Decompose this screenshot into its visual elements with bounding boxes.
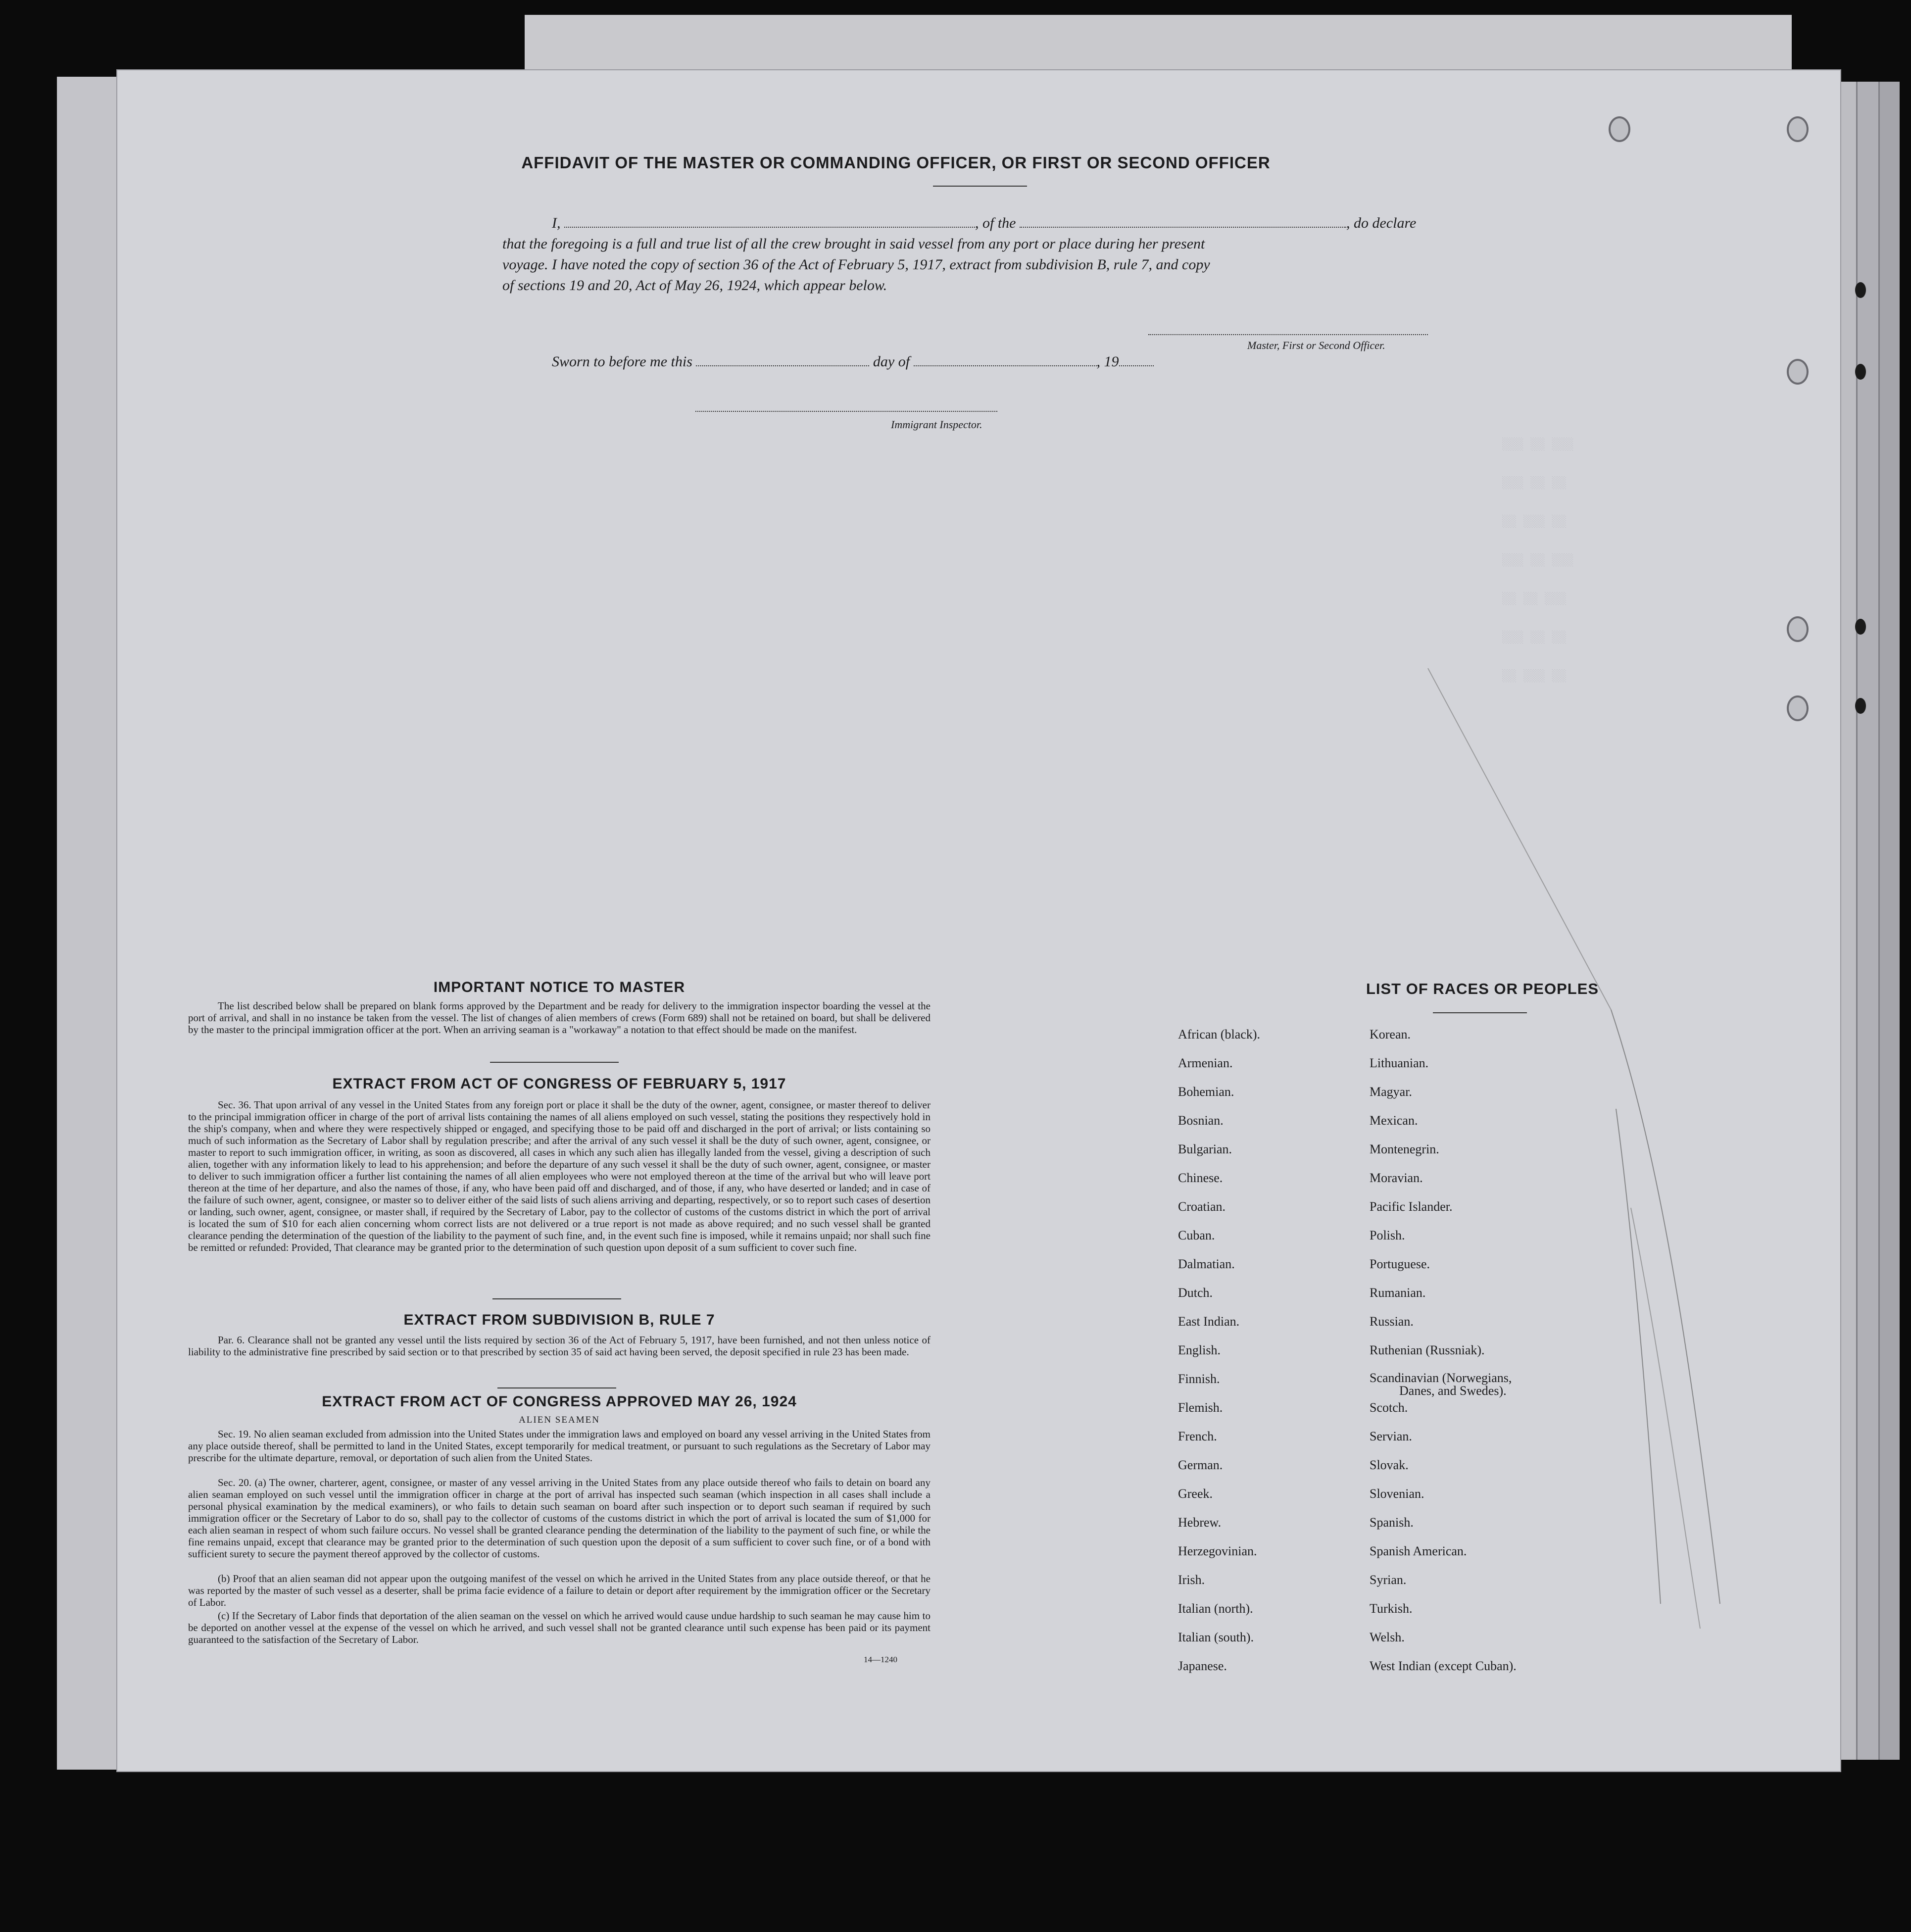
inspector-label: Immigrant Inspector. [891, 418, 982, 431]
extract-1924-sec20c: (c) If the Secretary of Labor finds that deportation of the alien seaman on the vessel on which he arrived would cause undue hardship to such seaman he may cause him to be deported on another vessel at the expense of the vessel on which he arrived, and such vessel shall not be granted clearance until such expense has been paid or its payment guaranteed to the satisfaction of the Secretary of Labor. [188, 1610, 931, 1645]
race-item-scandinavian-cont: Danes, and Swedes). [1399, 1384, 1507, 1398]
extract-rule7-body: Par. 6. Clearance shall not be granted any vessel until the lists required by section 36 of the Act of February 5, 1917, have been furnished, and not then unless notice of liability to the administrative fine prescribed by said section or to that prescribed by section 35 of said act having been served, the deposit specified in rule 23 has been made. [188, 1334, 931, 1358]
race-item: Turkish. [1370, 1601, 1413, 1616]
race-item: African (black). [1178, 1027, 1261, 1041]
punch-hole-4 [1787, 616, 1809, 642]
race-item: Chinese. [1178, 1171, 1223, 1185]
master-signature-label: Master, First or Second Officer. [1247, 339, 1385, 351]
race-item: Spanish American. [1370, 1544, 1467, 1558]
back-sheet-left [57, 77, 126, 1770]
race-item: Lithuanian. [1370, 1056, 1429, 1070]
notice-title: IMPORTANT NOTICE TO MASTER [433, 979, 686, 995]
race-item: Slovak. [1370, 1458, 1409, 1472]
race-item: Magyar. [1370, 1085, 1412, 1099]
race-item: Italian (south). [1178, 1630, 1254, 1644]
race-item: Mexican. [1370, 1113, 1418, 1128]
race-item: English. [1178, 1343, 1221, 1357]
race-item: Japanese. [1178, 1659, 1227, 1673]
affidavit-line2: that the foregoing is a full and true list of all the crew brought in said vessel from any port or place during her present [502, 236, 1205, 252]
extract-1917-rule [492, 1298, 621, 1299]
race-item: Spanish. [1370, 1515, 1414, 1530]
extract-1924-sec20a: Sec. 20. (a) The owner, charterer, agent, consignee, or master of any vessel arriving in the United States from any place outside thereof who fails to detain on board any alien seaman employed on such vessel until the immigration officer in charge at the port of arrival has inspected such seaman (which inspection in all cases shall include a personal physical examination by the medical examiners), or who fails to detain such seaman on board after such inspection or to deport such seaman if required by such immigration officer or the Secretary of Labor to do so, shall pay to the collector of customs of the customs district in which the port of arrival is located the sum of $1,000 for each alien seaman in respect of whom such failure occurs. No vessel shall be granted clearance pending the determination of the liability to the payment of such fine, or while the fine remains unpaid, except that clearance may be granted prior to the determination of such question upon the deposit of a sum sufficient to cover such fine, or of a bond with sufficient surety to secure the payment thereof approved by the collector of customs. [188, 1477, 931, 1560]
race-item: Dalmatian. [1178, 1257, 1235, 1271]
race-item: Syrian. [1370, 1573, 1407, 1587]
races-title: LIST OF RACES OR PEOPLES [1366, 980, 1599, 997]
affidavit-line4: of sections 19 and 20, Act of May 26, 1924, which appear below. [502, 277, 887, 294]
notice-rule [490, 1062, 619, 1063]
notice-body: The list described below shall be prepared on blank forms approved by the Department and be ready for delivery to the immigration inspector boarding the vessel at the port of arrival, and shall in no instance be taken from the vessel. The list of changes of alien members of crews (Form 689) shall not be retained on board, but shall be delivered by the master to the principal immigration officer at the port. When an arriving seaman is a "workaway" a notation to that effect should be made on the manifest. [188, 1000, 931, 1036]
pencil-scribble [1403, 663, 1750, 1653]
affidavit-title: AFFIDAVIT OF THE MASTER OR COMMANDING OFFICER, OR FIRST OR SECOND OFFICER [521, 153, 1271, 172]
extract-1924-title: EXTRACT FROM ACT OF CONGRESS APPROVED MAY 26, 1924 [322, 1393, 797, 1410]
punch-hole-3 [1787, 359, 1809, 385]
sworn-day-blank[interactable] [696, 353, 869, 366]
race-item: Finnish. [1178, 1372, 1220, 1386]
binding-dot-1 [1855, 282, 1866, 298]
punch-hole-5 [1787, 695, 1809, 721]
race-item: Italian (north). [1178, 1601, 1253, 1616]
race-item: Pacific Islander. [1370, 1199, 1453, 1214]
race-item: Scotch. [1370, 1400, 1408, 1415]
race-item: German. [1178, 1458, 1223, 1472]
vessel-name-blank[interactable] [1020, 215, 1346, 228]
race-item: Bosnian. [1178, 1113, 1224, 1128]
race-item: Servian. [1370, 1429, 1412, 1443]
extract-1924-sec20b: (b) Proof that an alien seaman did not appear upon the outgoing manifest of the vessel on which he arrived in the United States from any place outside thereof, or that he was reported by the master of such vessel as a deserter, shall be prima facie evidence of a failure to detain or deport after requirement by the immigration officer or the Secretary of Labor. [188, 1573, 931, 1608]
master-signature-line[interactable] [1148, 334, 1428, 335]
bleed-through-marks: ░░░ ░░ ░░░ ░░░ ░░ ░░ ░░ ░░░ ░░ ░░░ ░░ ░░░ ░░ ░░ ░░░ ░░░ ░░ ░░ ░░ ░░░ ░░ [1502, 438, 1574, 683]
race-item: Bohemian. [1178, 1085, 1234, 1099]
inspector-signature-line[interactable] [695, 411, 997, 412]
extract-rule7-title: EXTRACT FROM SUBDIVISION B, RULE 7 [403, 1312, 715, 1328]
affidavit-declare: , do declare [1346, 215, 1417, 231]
race-item: Flemish. [1178, 1400, 1223, 1415]
race-item: Korean. [1370, 1027, 1411, 1041]
affidavit-i: I, [552, 215, 561, 231]
form-number: 14—1240 [864, 1655, 897, 1664]
sheet-edge-3 [1878, 82, 1900, 1760]
race-item: Bulgarian. [1178, 1142, 1232, 1156]
race-item: Armenian. [1178, 1056, 1233, 1070]
race-item: Slovenian. [1370, 1486, 1424, 1501]
sworn-day-of: day of [873, 353, 910, 370]
affidavit-title-rule [933, 186, 1027, 187]
affidavit-line3: voyage. I have noted the copy of section 36 of the Act of February 5, 1917, extract from subdivision B, rule 7, and copy [502, 256, 1210, 273]
sheet-edge-2 [1856, 82, 1880, 1760]
race-item: Polish. [1370, 1228, 1405, 1242]
race-item: West Indian (except Cuban). [1370, 1659, 1517, 1673]
sworn-line [552, 351, 1154, 372]
races-left-column [1178, 1027, 1260, 1687]
race-item: Moravian. [1370, 1171, 1423, 1185]
sworn-month-blank[interactable] [914, 353, 1097, 366]
extract-1924-sec19: Sec. 19. No alien seaman excluded from admission into the United States under the immigration laws and employed on board any vessel arriving in the United States from any place outside thereof, shall be permitted to land in the United States, except temporarily for medical treatment, or pursuant to such regulations as the Secretary of Labor may prescribe for the ultimate departure, removal, or deportation of such alien from the United States. [188, 1428, 931, 1464]
race-item: Rumanian. [1370, 1286, 1426, 1300]
race-item: Irish. [1178, 1573, 1205, 1587]
race-item: Croatian. [1178, 1199, 1226, 1214]
race-item: Greek. [1178, 1486, 1213, 1501]
binding-dot-2 [1855, 364, 1866, 380]
sworn-year-prefix: , 19 [1096, 353, 1119, 370]
race-item: French. [1178, 1429, 1217, 1443]
officer-name-blank[interactable] [564, 215, 975, 228]
race-item: East Indian. [1178, 1314, 1240, 1329]
extract-1917-body: Sec. 36. That upon arrival of any vessel in the United States from any foreign port or place it shall be the duty of the owner, agent, consignee, or master thereof to deliver to the principal immigration officer in charge of the port of arrival lists containing the names of all aliens employed on such vessel, stating the positions they respectively hold in the ship's company, when and where they were respectively shipped or engaged, and specifying those to be paid off and discharged in the port of arrival; or lists containing so much of such information as the Secretary of Labor shall by regulation prescribe; and after the arrival of any such vessel it shall be the duty of such owner, agent, consignee, or master to report to such immigration officer, in writing, as soon as discovered, all cases in which any such alien has illegally landed from the vessel, giving a description of such alien, together with any information likely to lead to his apprehension; and before the departure of any such vessel it shall be the duty of such owner, agent, consignee, or master to deliver to such immigration officer a further list containing the names of all alien employees who were not employed thereon at the time of the arrival but who will leave port thereon at the time of her departure, and also the names of those, if any, who have been paid off and discharged, and of those, if any, who have deserted or landed; and in case of the failure of such owner, agent, consignee, or master so to deliver either of the said lists of such aliens arriving and departing, respectively, or so to report such cases of desertion or landing, such owner, agent, consignee, or master shall, if required by the Secretary of Labor, pay to the collector of customs of the customs district in which the port of arrival is located the sum of $10 for each alien concerning whom correct lists are not delivered or a true report is not made as above required; and no such vessel shall be granted clearance pending the determination of the question of the liability to the payment of such fine, and, in the event such fine is imposed, while it remains unpaid; nor shall such fine be remitted or refunded: Provided, That clearance may be granted prior to the determination of such question upon deposit of a sum sufficient to cover such fine. [188, 1099, 931, 1253]
race-item: Russian. [1370, 1314, 1414, 1329]
binding-dot-4 [1855, 698, 1866, 714]
extract-1917-title: EXTRACT FROM ACT OF CONGRESS OF FEBRUARY 5, 1917 [332, 1076, 786, 1092]
race-item: Dutch. [1178, 1286, 1213, 1300]
extract-rule7-rule [497, 1387, 616, 1388]
extract-1924-subtitle: ALIEN SEAMEN [519, 1415, 600, 1425]
race-item: Portuguese. [1370, 1257, 1430, 1271]
sworn-text: Sworn to before me this [552, 353, 692, 370]
race-item: Montenegrin. [1370, 1142, 1439, 1156]
back-sheet-top [525, 15, 1792, 69]
affidavit-of: , of the [975, 215, 1016, 231]
race-item: Hebrew. [1178, 1515, 1222, 1530]
race-item: Ruthenian (Russniak). [1370, 1343, 1485, 1357]
race-item: Cuban. [1178, 1228, 1215, 1242]
binding-dot-3 [1855, 619, 1866, 635]
punch-hole-1 [1609, 116, 1630, 142]
race-item-scandinavian: Scandinavian (Norwegians, [1370, 1371, 1512, 1385]
document-page [116, 69, 1841, 1772]
race-item: Welsh. [1370, 1630, 1405, 1644]
affidavit-declaration [502, 213, 1492, 296]
punch-hole-2 [1787, 116, 1809, 142]
race-item: Herzegovinian. [1178, 1544, 1257, 1558]
sworn-year-blank[interactable] [1119, 353, 1154, 366]
